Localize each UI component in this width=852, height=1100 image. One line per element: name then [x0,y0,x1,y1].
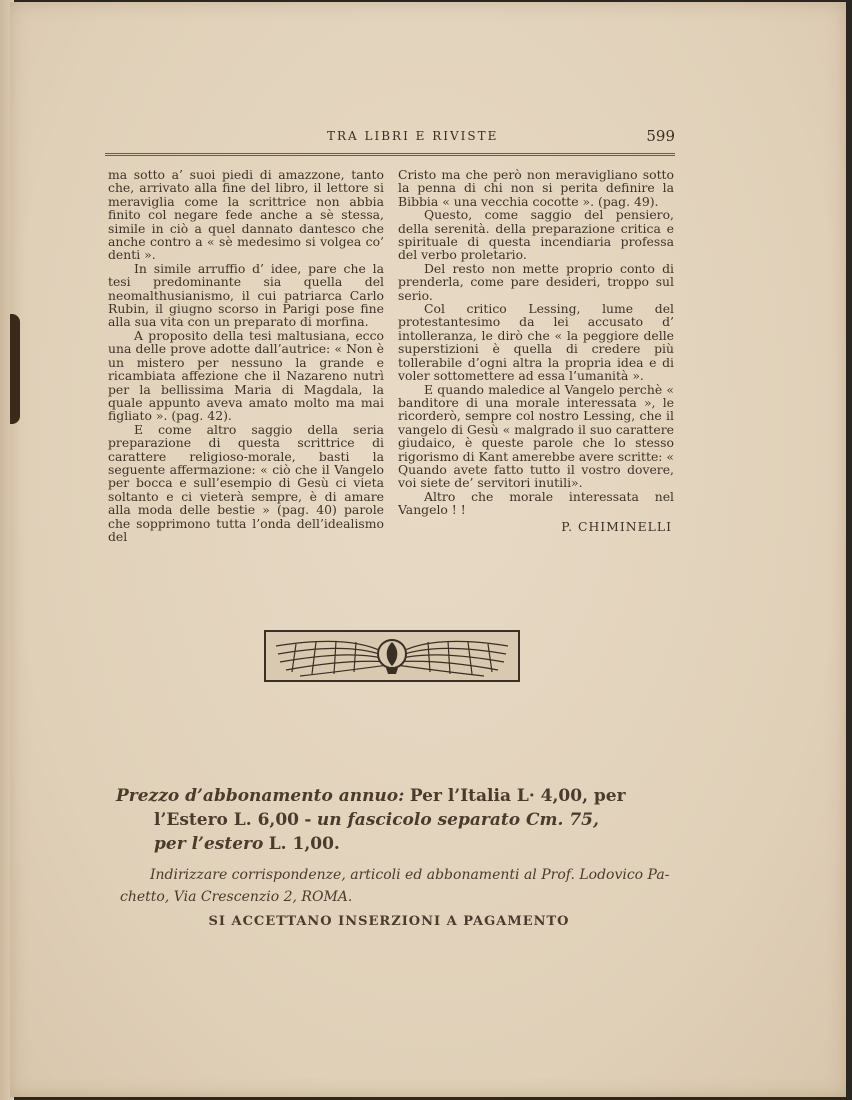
running-title: TRA LIBRI E RIVISTE [327,129,499,143]
single-issue-price: un fascicolo separato Cm. 75, [316,810,599,830]
right-paragraph-4: Col critico Lessing, lume del protestantesimo da lei accusato d’ intolleranza, le dirò che « la peggiore delle superstizioni è quella di credere più tollerabile d’ogni altra la propria idea e di voler sottomettere ad essa l’umanità ». [398,301,674,384]
price-line-2 [116,808,676,832]
price-abroad: l’Estero L. 6,00 [154,810,299,830]
page-header [105,127,675,156]
right-paragraph-1: Cristo ma che però non meravigliano sotto la penna di chi non si perita definire la Bibbia « una vecchia cocotte ». (pag. 49). [398,167,674,209]
address-line-1: Indirizzare corrispondenze, articoli ed abbonamenti al Prof. Lodovico Pa- [150,867,670,883]
right-paragraph-6: Altro che morale interessata nel Vangelo ! ! [398,488,674,518]
left-paragraph-4: E come altro saggio della seria preparazione di questa scrittrice di carattere religioso-morale, basti la seguente affermazione: « ciò che il Vangelo per bocca e sull’esempio di Gesù ci vieta soltanto e ci vieterà sempre, è di amare alla moda delle bestie » (pag. 40) parole che sopprimono tutta l’onda dell’idealismo del [108,421,384,544]
price-italy: Per l’Italia L· 4,00, per [409,786,626,806]
right-paragraph-2: Questo, come saggio del pensiero, della serenità. della preparazione critica e spirituale di questa incendiaria professa del verbo proletario. [398,207,674,263]
subscription-label: Prezzo d’abbonamento annuo: [116,786,405,806]
right-column [398,168,674,533]
torn-edge [10,314,20,424]
single-abroad-price: L. 1,00. [268,834,340,854]
left-paragraph-3: A proposito della tesi maltusiana, ecco una delle prove adotte dall’autrice: « Non è un mistero per nessuno la grande e ricambiata affezione che il Nazareno nutrì per la bellissima Maria di Magdala, la quale appunto aveva amato molto ma mai figliato ». (pag. 42). [108,327,384,424]
correspondence-address [116,864,676,908]
right-paragraph-3: Del resto non mette proprio conto di prenderla, come pare desideri, troppo sul serio. [398,260,674,303]
left-paragraph-2: In simile arruffio d’ idee, pare che la tesi predominante sia quella del neomalthusianismo, il cui patriarca Carlo Rubin, il giugno scorso in Parigi pose fine alla sua vita con un preparato di morfina. [108,260,384,330]
left-paragraph-1: ma sotto a’ suoi piedi di amazzone, tanto che, arrivato alla fine del libro, il lettore si meraviglia come la scrittrice non abbia finito col negare fede anche a sè stessa, simile in ciò a quel dannato dantesco che anche contro a « sè medesimo si volgea co’ denti ». [108,167,384,263]
ads-notice: SI ACCETTANO INSERZIONI A PAGAMENTO [208,914,570,929]
price-line-1 [116,784,676,808]
page-number: 599 [646,127,675,145]
subscription-footer [116,784,676,929]
single-abroad-prefix: per l’estero [154,834,264,854]
right-paragraph-5: E quando maledice al Vangelo perchè « banditore di una morale interessata », le ricorderò, sempre col nostro Lessing, che il vangelo di Gesù « malgrado il suo carattere giudaico, è queste parole che lo stesso rigorismo di Kant amerebbe avere scritte: « Quando avete fatto tutto il vostro dovere, voi siete de’ servitori inutili». [398,381,674,491]
address-line-2: chetto, Via Crescenzio 2, ROMA. [120,889,353,905]
price-line-3 [116,832,676,856]
left-column [108,168,384,543]
price-separator: - [304,810,312,830]
winged-emblem-icon [264,630,520,682]
author-signature: P. CHIMINELLI [561,518,672,534]
